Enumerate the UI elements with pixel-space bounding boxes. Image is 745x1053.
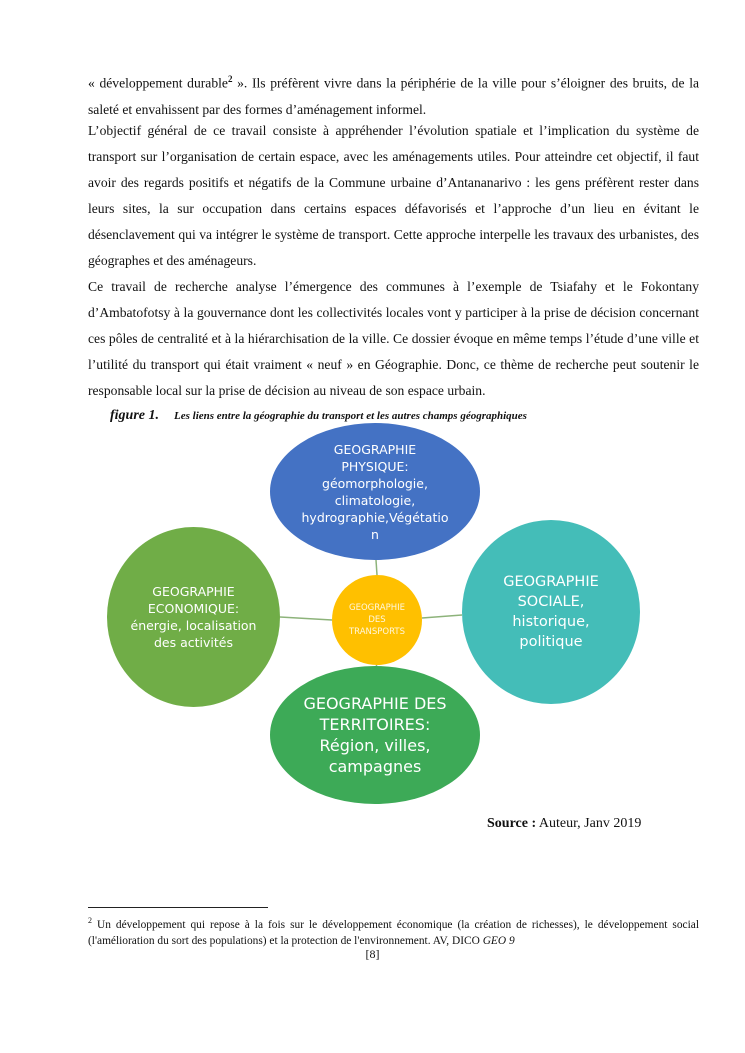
connector-right <box>422 615 462 618</box>
bubble-economic-geography: GEOGRAPHIE ECONOMIQUE: énergie, localisation des activités <box>107 527 280 707</box>
figure-number: figure 1. <box>110 408 159 423</box>
footnote-italic: GEO 9 <box>482 934 515 947</box>
bubble-transport-geography: GEOGRAPHIE DES TRANSPORTS <box>332 575 422 665</box>
p1-text-end: ». Ils préfèrent vivre dans la périphérie de la ville pour s’éloigner des bruits, de la saleté et envahissent par des formes d’aménagement informel. <box>88 75 699 117</box>
page-number: [8] <box>365 947 380 961</box>
connector-top <box>376 560 377 575</box>
source-label: Source : <box>487 816 537 831</box>
paragraph-3: Ce travail de recherche analyse l’émergence des communes à l’exemple de Tsiafahy et le Fokontany d’Ambatofotsy à la gouvernance dont les collectivités locales vont y participer à la prise de décision concernant ces pôles de centralité et à la hiérarchisation de la ville. Ce dossier évoque en même temps l’étude d’une ville et l’utilité du transport qui était vraiment « neuf » en Géographie. Donc, ce thème de recherche peut soutenir le responsable local sur la prise de décision au niveau de son espace urbain. <box>88 279 699 398</box>
footnote-ref[interactable]: 2 <box>227 74 233 84</box>
source-value: Auteur, Janv 2019 <box>536 816 642 831</box>
figure-title: Les liens entre la géographie du transport et les autres champs géographiques <box>174 410 527 422</box>
figure-source <box>487 816 641 832</box>
footnote-text: Un développement qui repose à la fois sur le développement économique (la création de richesses), le développement social (l'amélioration du sort des populations) et la protection de l'environnement. AV, DICO <box>88 918 699 947</box>
paragraph-2: L’objectif général de ce travail consiste à appréhender l’évolution spatiale et l’implication du système de transport sur l’organisation de certain espace, avec les aménagements utiles. Pour atteindre cet objectif, il faut avoir des regards positifs et négatifs de la Commune urbaine d’Antananarivo : les gens préfèrent rester dans leurs sites, la sur occupation dans certains espaces défavorisés et l’approche d’un lieu en évitant le désenclavement qui va intégrer le système de transport. Cette approche interpelle les travaux des urbanistes, des géographes et des aménageurs. <box>88 123 699 268</box>
footnote-separator <box>88 907 268 908</box>
bubble-physical-geography: GEOGRAPHIE PHYSIQUE: géomorphologie, climatologie, hydrographie,Végétatio n <box>270 423 480 560</box>
bubble-social-geography: GEOGRAPHIE SOCIALE, historique, politique <box>462 520 640 704</box>
p1-text-start: « développement durable <box>88 75 228 91</box>
footnote-mark: 2 <box>88 916 92 925</box>
bubble-territorial-geography: GEOGRAPHIE DES TERRITOIRES: Région, villes, campagnes <box>270 666 480 804</box>
footnote <box>88 913 699 949</box>
connector-left <box>280 617 332 620</box>
